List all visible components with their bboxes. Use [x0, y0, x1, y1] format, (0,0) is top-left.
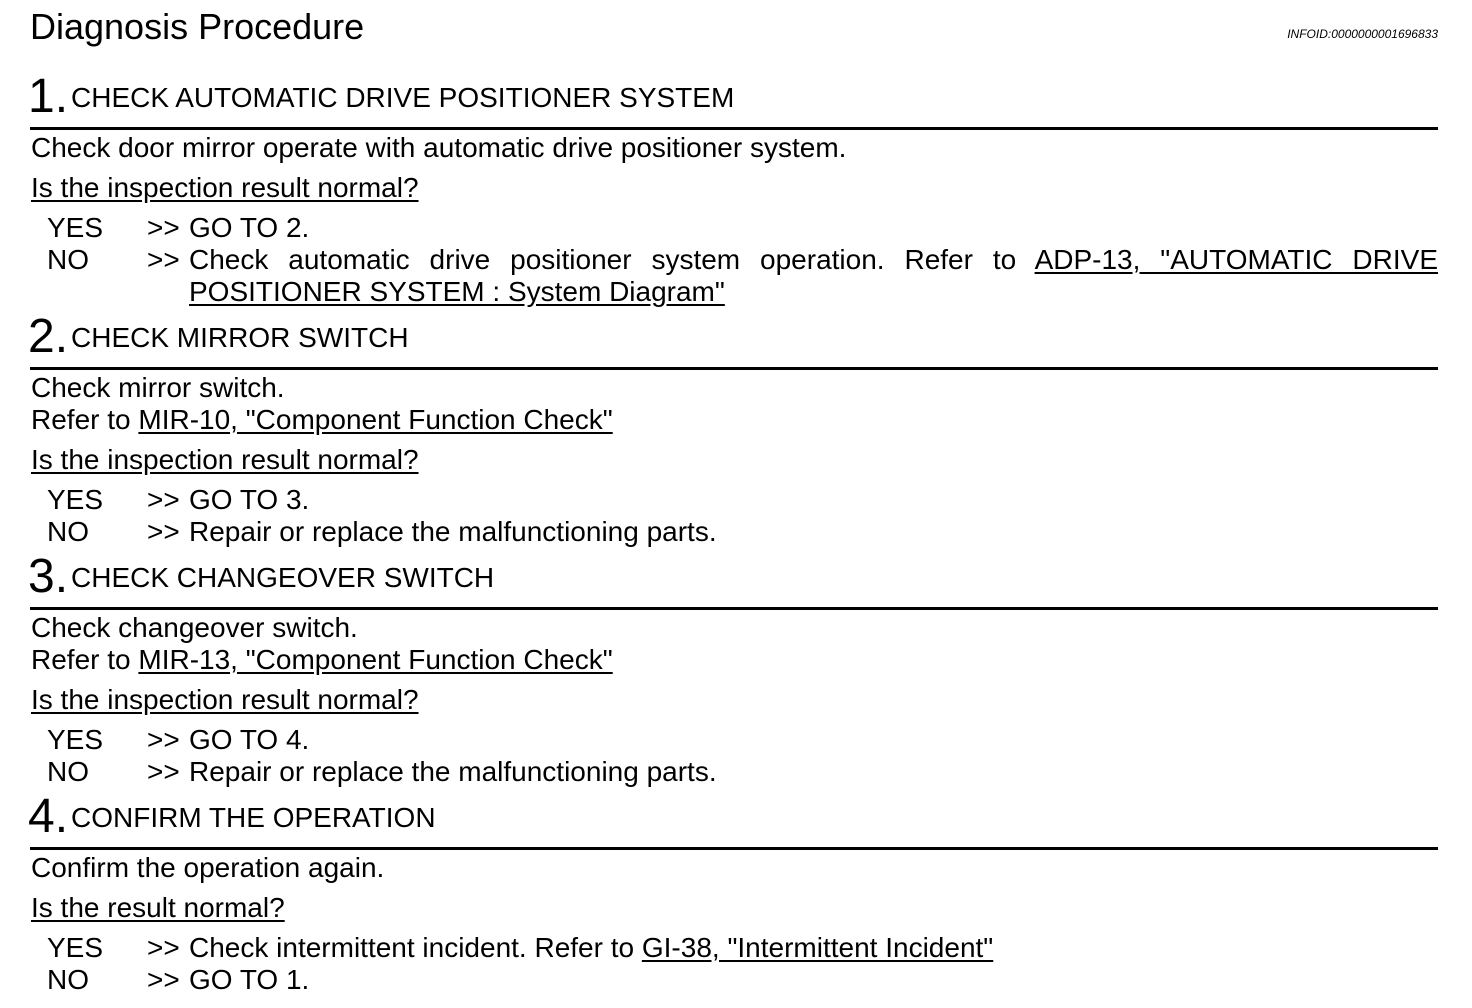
step-instruction: Confirm the operation again. [31, 852, 385, 883]
arrow-marker: >> [147, 724, 180, 755]
arrow-marker: >> [147, 932, 180, 963]
arrow-marker: >> [147, 484, 180, 515]
yes-action [189, 932, 1438, 964]
answer-yes [31, 724, 1438, 756]
inspection-question: Is the inspection result normal? [31, 444, 419, 475]
answer-no [31, 516, 1438, 548]
step-number: 3. [28, 550, 69, 603]
yes-label: YES [47, 724, 104, 755]
step-1 [28, 70, 1438, 308]
step-number: 1. [28, 70, 69, 123]
no-label: NO [47, 964, 89, 995]
step-header [28, 70, 1438, 130]
answer-list [31, 724, 1438, 788]
no-action: GO TO 1. [189, 964, 310, 995]
no-label: NO [47, 756, 89, 787]
answer-yes [31, 932, 1438, 964]
step-2 [28, 310, 1438, 548]
step-header [28, 310, 1438, 370]
step-instruction: Check changeover switch. [31, 612, 358, 643]
no-action-text: Check automatic drive positioner system operation. Refer to [189, 244, 1035, 275]
answer-no [31, 964, 1438, 996]
refer-prefix: Refer to [31, 644, 139, 675]
step-instruction: Check mirror switch. [31, 372, 285, 403]
yes-action: GO TO 4. [189, 724, 310, 755]
arrow-marker: >> [147, 212, 180, 243]
no-action: Repair or replace the malfunctioning parts. [189, 516, 717, 547]
yes-action-text: Check intermittent incident. Refer to [189, 932, 642, 963]
yes-action: GO TO 2. [189, 212, 310, 243]
step-number: 4. [28, 790, 69, 843]
no-action: Repair or replace the malfunctioning parts. [189, 756, 717, 787]
step-title: CHECK MIRROR SWITCH [71, 322, 409, 353]
no-label: NO [47, 244, 89, 275]
answer-yes [31, 484, 1438, 516]
answer-no [31, 244, 1438, 308]
link-mir-10[interactable]: MIR-10, "Component Function Check" [138, 404, 613, 435]
yes-label: YES [47, 484, 104, 515]
answer-list [31, 932, 1438, 996]
inspection-question: Is the inspection result normal? [31, 684, 419, 715]
step-header [28, 550, 1438, 610]
step-4 [28, 790, 1438, 996]
answer-no [31, 756, 1438, 788]
arrow-marker: >> [147, 756, 180, 787]
step-3 [28, 550, 1438, 788]
step-title: CONFIRM THE OPERATION [71, 802, 436, 833]
arrow-marker: >> [147, 244, 180, 275]
yes-label: YES [47, 932, 104, 963]
link-mir-13[interactable]: MIR-13, "Component Function Check" [138, 644, 613, 675]
link-adp-13[interactable]: ADP-13, "AUTOMATIC DRIVE POSITIONER SYSTEM : System Diagram" [189, 244, 1438, 307]
yes-action: GO TO 3. [189, 484, 310, 515]
step-header [28, 790, 1438, 850]
inspection-question: Is the result normal? [31, 892, 285, 923]
step-instruction: Check door mirror operate with automatic drive positioner system. [31, 132, 847, 163]
step-number: 2. [28, 310, 69, 363]
arrow-marker: >> [147, 964, 180, 995]
step-title: CHECK AUTOMATIC DRIVE POSITIONER SYSTEM [71, 82, 735, 113]
info-id: INFOID:0000000001696833 [1287, 27, 1438, 41]
step-title: CHECK CHANGEOVER SWITCH [71, 562, 495, 593]
answer-yes [31, 212, 1438, 244]
refer-line [31, 404, 1438, 436]
no-action [189, 244, 1438, 308]
yes-label: YES [47, 212, 104, 243]
answer-list [31, 484, 1438, 548]
link-gi-38[interactable]: GI-38, "Intermittent Incident" [641, 932, 994, 963]
inspection-question: Is the inspection result normal? [31, 172, 419, 203]
refer-line [31, 644, 1438, 676]
arrow-marker: >> [147, 516, 180, 547]
answer-list [31, 212, 1438, 308]
refer-prefix: Refer to [31, 404, 139, 435]
page-title: Diagnosis Procedure [30, 6, 365, 47]
no-label: NO [47, 516, 89, 547]
